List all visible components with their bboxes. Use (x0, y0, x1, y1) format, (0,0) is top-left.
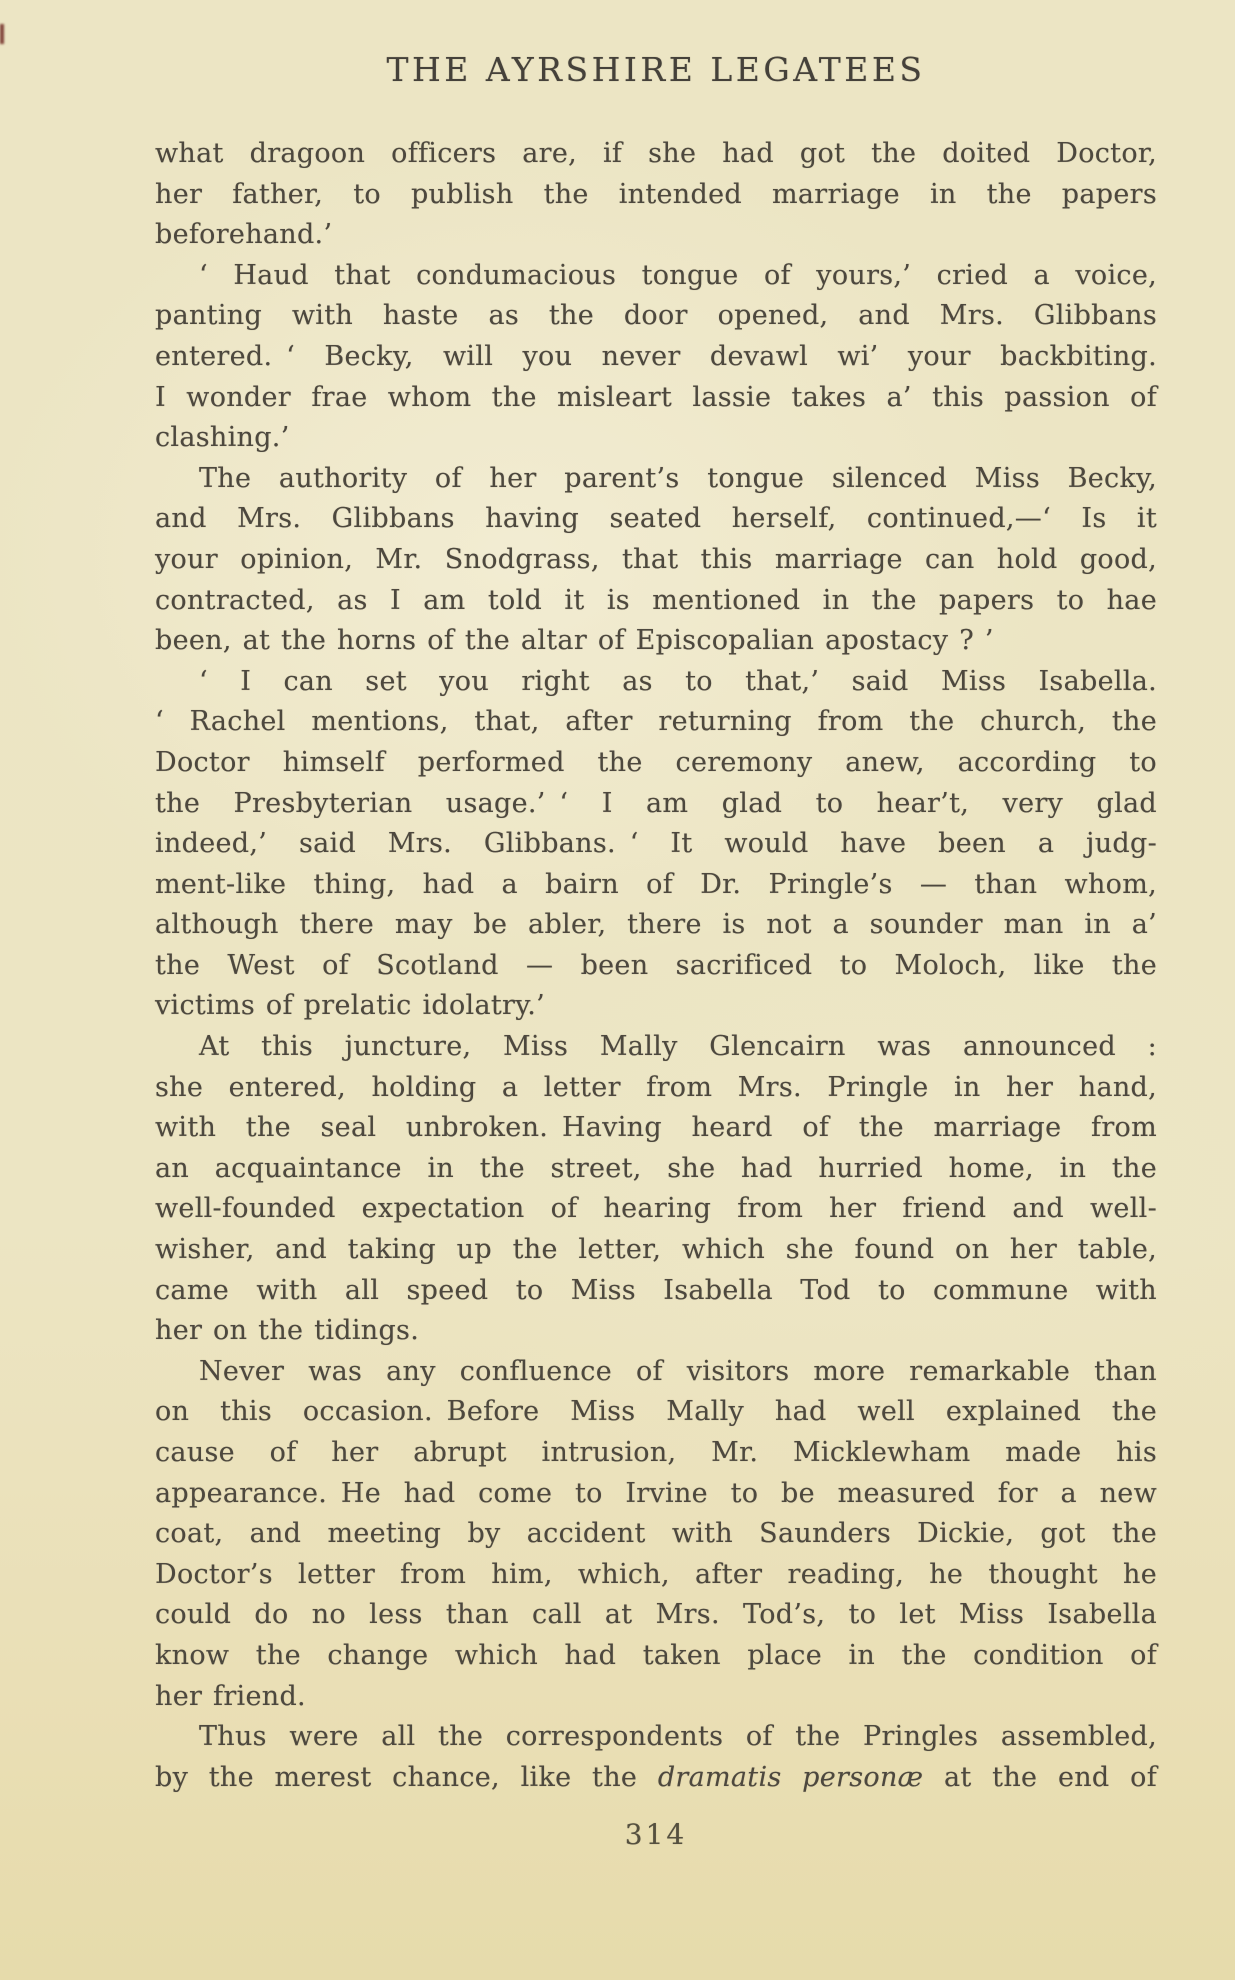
text-line (155, 621, 1157, 662)
text-line (155, 1068, 1157, 1109)
text-segment: on this occasion. Before Miss Mally had well explained the (155, 1396, 1157, 1428)
paragraph (155, 459, 1157, 662)
text-segment: with the seal unbroken. Having heard of the marriage from (155, 1112, 1157, 1144)
text-segment: The authority of her parent’s tongue silenced Miss Becky, (199, 462, 1157, 494)
text-line (155, 824, 1157, 865)
text-line (155, 1717, 1157, 1758)
text-line (155, 1555, 1157, 1596)
text-line (155, 175, 1157, 216)
text-line (155, 1758, 1157, 1799)
text-line (155, 1149, 1157, 1190)
text-segment: could do no less than call at Mrs. Tod’s, to let Miss Isabella (155, 1599, 1157, 1631)
text-line (155, 662, 1157, 703)
text-line (155, 296, 1157, 337)
text-segment: the West of Scotland — been sacrificed to Moloch, like the (155, 949, 1157, 981)
text-line (155, 581, 1157, 622)
text-line (155, 1636, 1157, 1677)
text-segment: her father, to publish the intended marriage in the papers (155, 178, 1157, 210)
text-segment: Thus were all the correspondents of the Pringles assembled, (199, 1721, 1157, 1753)
text-segment: been, at the horns of the altar of Episcopalian apostacy ? ’ (155, 625, 994, 657)
paragraph (155, 1027, 1157, 1352)
text-segment: an acquaintance in the street, she had hurried home, in the (155, 1152, 1157, 1184)
text-segment: and Mrs. Glibbans having seated herself, continued,—‘ Is it (155, 503, 1157, 535)
text-segment: she entered, holding a letter from Mrs. Pringle in her hand, (155, 1071, 1157, 1103)
paragraph (155, 1352, 1157, 1717)
text-segment: ‘ Haud that condumacious tongue of yours,’ cried a voice, (199, 259, 1157, 291)
italic-text: dramatis personæ (657, 1761, 924, 1793)
text-line (155, 1189, 1157, 1230)
text-line (155, 905, 1157, 946)
text-segment: what dragoon officers are, if she had got the doited Doctor, (155, 138, 1157, 169)
text-line (155, 1677, 1157, 1718)
paragraph (155, 134, 1157, 256)
text-segment: appearance. He had come to Irvine to be measured for a new (155, 1477, 1157, 1509)
text-line (155, 1311, 1157, 1352)
text-segment: Never was any confluence of visitors more remarkable than (199, 1355, 1157, 1387)
page-text (155, 134, 1157, 1798)
text-line (155, 1474, 1157, 1515)
text-segment: Doctor’s letter from him, which, after reading, he thought he (155, 1558, 1157, 1590)
text-line (155, 946, 1157, 987)
text-line (155, 986, 1157, 1027)
text-line (155, 865, 1157, 906)
text-segment: the Presbyterian usage.’ ‘ I am glad to hear’t, very glad (155, 787, 1157, 819)
text-line (155, 1108, 1157, 1149)
text-line (155, 1027, 1157, 1068)
text-segment: entered. ‘ Becky, will you never devawl wi’ your backbiting. (155, 340, 1157, 372)
text-segment: her on the tidings. (155, 1315, 420, 1347)
text-segment: Doctor himself performed the ceremony anew, according to (155, 746, 1157, 778)
text-segment: at the end of (923, 1761, 1157, 1793)
text-segment: clashing.’ (155, 422, 290, 454)
text-segment: coat, and meeting by accident with Saunders Dickie, got the (155, 1518, 1157, 1550)
text-segment: ment-like thing, had a bairn of Dr. Pringle’s — than whom, (155, 868, 1157, 900)
text-line (155, 1271, 1157, 1312)
text-line (155, 540, 1157, 581)
text-line (155, 378, 1157, 419)
text-segment: contracted, as I am told it is mentioned in the papers to hae (155, 584, 1157, 616)
text-line (155, 459, 1157, 500)
text-segment: At this juncture, Miss Mally Glencairn was announced : (199, 1031, 1157, 1063)
text-segment: her friend. (155, 1680, 306, 1712)
text-segment: your opinion, Mr. Snodgrass, that this marriage can hold good, (155, 543, 1157, 575)
text-segment: know the change which had taken place in the condition of (155, 1639, 1157, 1671)
text-line (155, 418, 1157, 459)
text-segment: although there may be abler, there is not a sounder man in a’ (155, 909, 1157, 941)
text-line (155, 702, 1157, 743)
running-header: THE AYRSHIRE LEGATEES (386, 50, 926, 89)
text-segment: panting with haste as the door opened, and Mrs. Glibbans (155, 300, 1157, 332)
text-line (155, 1230, 1157, 1271)
text-segment: cause of her abrupt intrusion, Mr. Micklewham made his (155, 1437, 1157, 1468)
text-line (155, 1392, 1157, 1433)
text-line (155, 784, 1157, 825)
text-line (155, 1352, 1157, 1393)
text-segment: I wonder frae whom the misleart lassie takes a’ this passion of (155, 381, 1157, 413)
text-segment: by the merest chance, like the (155, 1761, 658, 1793)
paragraph (155, 1717, 1157, 1798)
text-segment: beforehand.’ (155, 219, 333, 251)
text-segment: victims of prelatic idolatry.’ (155, 990, 545, 1022)
text-line (155, 134, 1157, 175)
text-segment: indeed,’ said Mrs. Glibbans. ‘ It would have been a judg- (155, 828, 1157, 860)
page-number: 314 (624, 1818, 688, 1851)
text-line (155, 499, 1157, 540)
text-line (155, 1514, 1157, 1555)
text-line (155, 215, 1157, 256)
text-segment: well-founded expectation of hearing from her friend and well- (155, 1193, 1157, 1225)
text-line (155, 1595, 1157, 1636)
text-line (155, 256, 1157, 297)
text-line (155, 337, 1157, 378)
text-line (155, 1433, 1157, 1474)
text-segment: came with all speed to Miss Isabella Tod to commune with (155, 1274, 1157, 1306)
text-line (155, 743, 1157, 784)
paragraph (155, 662, 1157, 1027)
text-segment: ‘ Rachel mentions, that, after returning from the church, the (155, 706, 1157, 738)
text-segment: wisher, and taking up the letter, which she found on her table, (155, 1234, 1157, 1266)
scan-artifact-mark (0, 24, 4, 44)
text-segment: ‘ I can set you right as to that,’ said Miss Isabella. (199, 665, 1157, 697)
paragraph (155, 256, 1157, 459)
